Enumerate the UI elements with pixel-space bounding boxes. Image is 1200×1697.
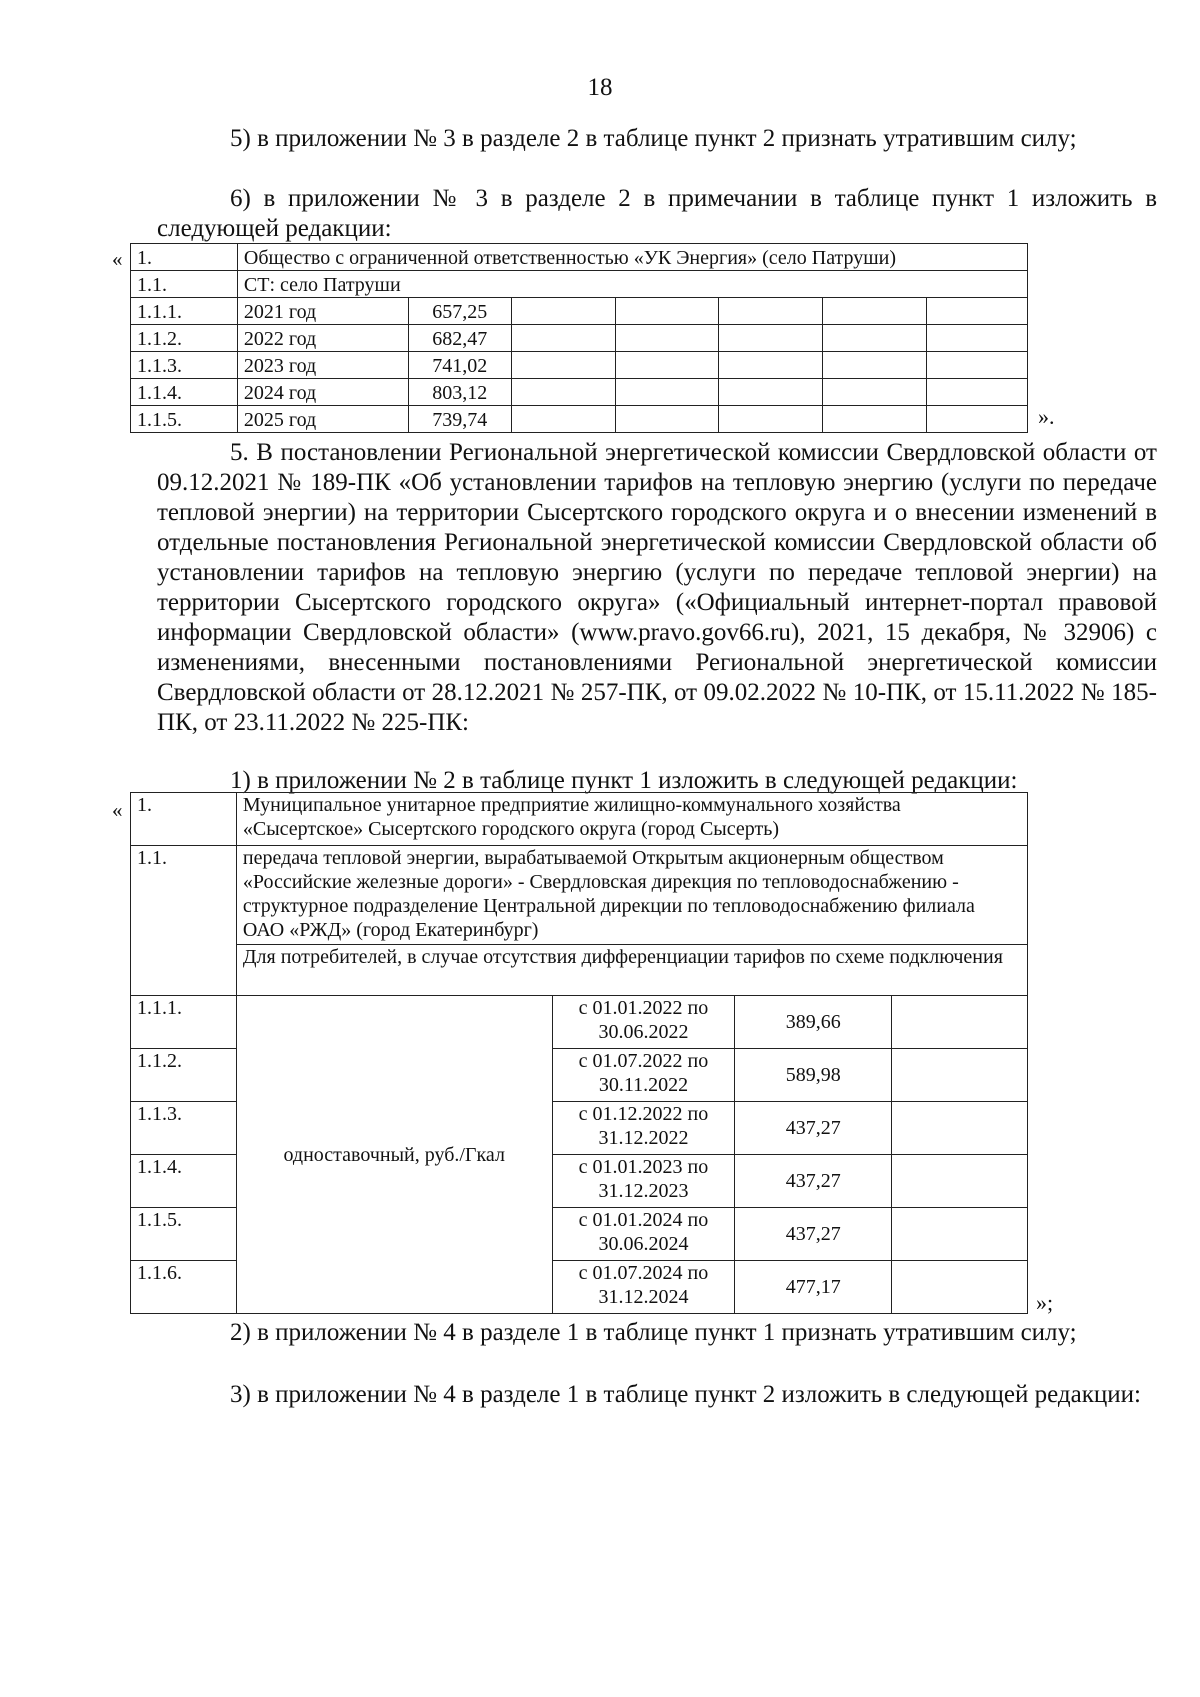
cell-value: 657,25 — [408, 298, 511, 325]
cell-value: 437,27 — [735, 1102, 892, 1155]
cell-org: Общество с ограниченной ответственностью «УК Энергия» (село Патруши) — [237, 244, 1027, 271]
quote-close-2: »; — [1036, 1290, 1054, 1315]
cell-value: 389,66 — [735, 996, 892, 1049]
table-row — [131, 945, 1028, 996]
cell-period: с 01.01.2024 по 30.06.2024 — [552, 1208, 735, 1261]
tariff-table-1 — [130, 243, 1028, 433]
paragraph-6: 6) в приложении № 3 в разделе 2 в примечании в таблице пункт 1 изложить в следующей редакции: — [157, 185, 1157, 242]
cell-value: 803,12 — [408, 379, 511, 406]
cell-value: 477,17 — [735, 1261, 892, 1314]
cell-number: 1.1.4. — [131, 379, 238, 406]
cell-year: 2022 год — [237, 325, 408, 352]
cell-number: 1. — [131, 793, 237, 846]
cell-value: 589,98 — [735, 1049, 892, 1102]
quote-close-1: ». — [1038, 404, 1055, 429]
tariff-table-2 — [130, 792, 1028, 1314]
cell-value: 741,02 — [408, 352, 511, 379]
cell-value: 437,27 — [735, 1208, 892, 1261]
cell-number: 1.1. — [131, 271, 238, 298]
table-row — [131, 379, 1028, 406]
table-row — [131, 352, 1028, 379]
table-row — [131, 325, 1028, 352]
cell-period: с 01.01.2023 по 31.12.2023 — [552, 1155, 735, 1208]
cell-year: 2021 год — [237, 298, 408, 325]
cell-tariff-type: одноставочный, руб./Гкал — [236, 996, 552, 1314]
paragraph-item-2: 2) в приложении № 4 в разделе 1 в таблице пункт 1 признать утратившим силу; — [230, 1319, 1077, 1346]
table-row — [131, 244, 1028, 271]
cell-number: 1.1.5. — [131, 1208, 237, 1261]
quote-open-1: « — [112, 247, 123, 271]
table-row — [131, 298, 1028, 325]
cell-number: 1.1.5. — [131, 406, 238, 433]
paragraph-item-3: 3) в приложении № 4 в разделе 1 в таблице пункт 2 изложить в следующей редакции: — [230, 1381, 1141, 1408]
cell-period: с 01.07.2024 по 31.12.2024 — [552, 1261, 735, 1314]
cell-year: 2023 год — [237, 352, 408, 379]
paragraph-5: 5) в приложении № 3 в разделе 2 в таблице пункт 2 признать утратившим силу; — [230, 125, 1077, 152]
cell-number: 1.1.2. — [131, 325, 238, 352]
cell-number: 1.1. — [131, 846, 237, 996]
table-row — [131, 996, 1028, 1049]
table-row — [131, 406, 1028, 433]
cell-number: 1.1.2. — [131, 1049, 237, 1102]
cell-value: 437,27 — [735, 1155, 892, 1208]
cell-number: 1.1.3. — [131, 352, 238, 379]
cell-number: 1. — [131, 244, 238, 271]
cell-number: 1.1.1. — [131, 298, 238, 325]
cell-number: 1.1.6. — [131, 1261, 237, 1314]
table-row — [131, 846, 1028, 945]
cell-period: с 01.01.2022 по 30.06.2022 — [552, 996, 735, 1049]
page-number: 18 — [587, 74, 613, 101]
cell-value: 682,47 — [408, 325, 511, 352]
table-row — [131, 793, 1028, 846]
cell-number: 1.1.4. — [131, 1155, 237, 1208]
paragraph-item-1: 1) в приложении № 2 в таблице пункт 1 изложить в следующей редакции: — [230, 767, 1018, 794]
cell-year: 2024 год — [237, 379, 408, 406]
cell-system: СТ: село Патруши — [237, 271, 1027, 298]
paragraph-section-5: 5. В постановлении Региональной энергетической комиссии Свердловской области от 09.12.2021 № 189-ПК «Об установлении тарифов на тепловую энергию (услуги по передаче тепловой энергии) на территории Сысертского городского округа и о внесении изменений в отдельные постановления Региональной энергетической комиссии Свердловской области об установлении тарифов на тепловую энергию (услуги по передаче тепловой энергии) на территории Сысертского городского округа» («Официальный интернет-портал правовой информации Свердловской области» (www.pravo.gov66.ru), 2021, 15 декабря, № 32906) с изменениями, внесенными постановлениями Региональной энергетической комиссии Свердловской области от 28.12.2021 № 257-ПК, от 09.02.2022 № 10-ПК, от 15.11.2022 № 185-ПК, от 23.11.2022 № 225-ПК: — [157, 439, 1157, 736]
quote-open-2: « — [112, 798, 123, 822]
cell-value: 739,74 — [408, 406, 511, 433]
cell-period: с 01.07.2022 по 30.11.2022 — [552, 1049, 735, 1102]
cell-org: Муниципальное унитарное предприятие жилищно-коммунального хозяйства «Сысертское» Сысертского городского округа (город Сысерть) — [236, 793, 1027, 846]
table-row — [131, 271, 1028, 298]
cell-note: Для потребителей, в случае отсутствия дифференциации тарифов по схеме подключения — [236, 945, 1027, 996]
cell-year: 2025 год — [237, 406, 408, 433]
cell-service: передача тепловой энергии, вырабатываемой Открытым акционерным обществом «Российские железные дороги» - Свердловская дирекция по тепловодоснабжению - структурное подразделение Центральной дирекции по тепловодоснабжению филиала ОАО «РЖД» (город Екатеринбург) — [236, 846, 1027, 945]
cell-number: 1.1.3. — [131, 1102, 237, 1155]
cell-number: 1.1.1. — [131, 996, 237, 1049]
cell-period: с 01.12.2022 по 31.12.2022 — [552, 1102, 735, 1155]
